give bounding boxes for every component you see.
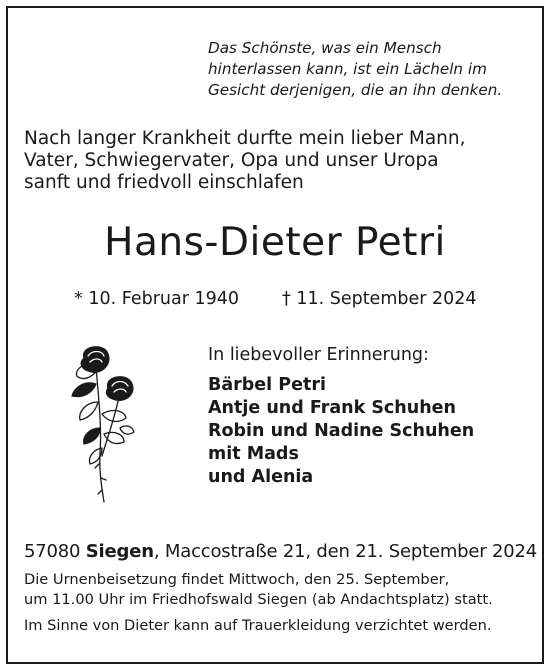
burial-line: Die Urnenbeisetzung findet Mittwoch, den 25. September, [24,571,450,588]
deceased-name: Hans-Dieter Petri [104,220,446,265]
intro-line: sanft und friedvoll einschlafen [24,172,304,193]
address-date-line [24,540,538,564]
obituary-border [6,6,544,664]
quote-line: Gesicht derjenigen, die an ihn denken. [208,81,503,99]
dress-code-line: Im Sinne von Dieter kann auf Trauerkleidung verzichtet werden. [24,617,492,634]
quote-line: Das Schönste, was ein Mensch [208,39,442,57]
street-and-date: , Maccostraße 21, den 21. September 2024 [153,541,538,562]
death-announcement-text [24,128,534,194]
intro-line: Vater, Schwiegervater, Opa und unser Uropa [24,150,439,171]
mourner-name: mit Mads [208,444,299,464]
quote-line: hinterlassen kann, ist ein Lächeln im [208,60,487,78]
birth-date: * 10. Februar 1940 [74,289,239,309]
city: Siegen [85,541,154,562]
memorial-quote [208,38,528,101]
postcode: 57080 [24,541,81,562]
mourner-name: Robin und Nadine Schuhen [208,421,475,441]
funeral-notice [24,570,534,636]
mourners-list [208,374,474,489]
death-date: † 11. September 2024 [282,289,477,309]
mourner-name: Antje und Frank Schuhen [208,398,457,418]
mourner-name: und Alenia [208,467,314,487]
rose-illustration-icon [62,344,144,504]
memory-heading: In liebevoller Erinnerung: [208,345,429,365]
mourner-name: Bärbel Petri [208,375,326,395]
burial-line: um 11.00 Uhr im Friedhofswald Siegen (ab Andachtsplatz) statt. [24,591,493,608]
intro-line: Nach langer Krankheit durfte mein lieber Mann, [24,128,466,149]
